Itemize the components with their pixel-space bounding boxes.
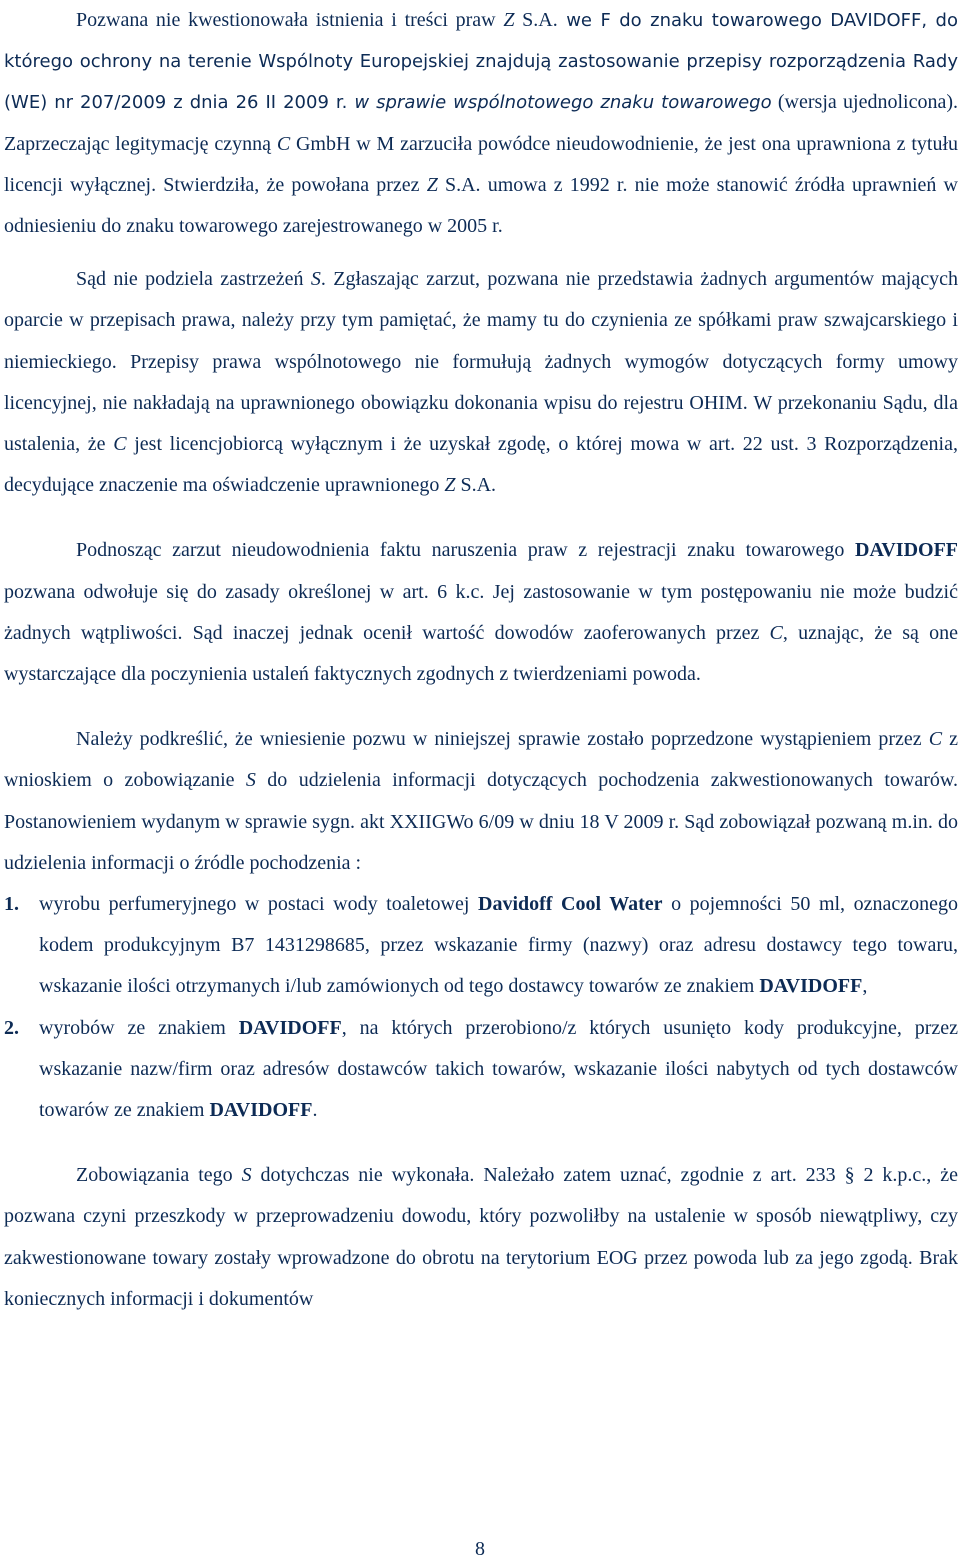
- numbered-list: [4, 884, 958, 1131]
- trademark-name: DAVIDOFF: [830, 10, 922, 31]
- text-run: .: [312, 1099, 318, 1122]
- paragraph-1: [4, 0, 958, 247]
- list-item: [4, 1008, 958, 1132]
- text-run: o pojemności 50 ml, oznaczonego kodem produkcyjnym B7 1431298685, przez wskazanie firmy (nazwy) oraz adresu dostawcy tego towaru, wskazanie ilości otrzymanych i/lub zamówionych od tego dostawcy towarów ze znakiem: [39, 893, 958, 998]
- list-item-text: [39, 1008, 958, 1132]
- paragraph-3: [4, 530, 958, 695]
- text-run: Pozwana nie kwestionowała istnienia i treści praw: [76, 9, 504, 31]
- text-run: GmbH w M zarzuciła powódce nieudowodnienie, że jest ona uprawniona z tytułu licencji wyłącznej. Stwierdziła, że powołana przez: [4, 132, 959, 196]
- text-run: we F do znaku towarowego: [557, 10, 831, 31]
- party-name-s: S: [310, 268, 321, 291]
- text-run: dotychczas nie wykonała. Należało zatem uznać, zgodnie z art. 233 § 2 k.p.c., że pozwana czyni przeszkody w przeprowadzeniu dowodu, który pozwoliłby na ustalenie w sposób niewątpliwy, czy zakwestionowane towary zostały wprowadzone do obrotu na terytorium EOG przez powoda lub za jego zgodą. Brak koniecznych informacji i dokumentów: [4, 1164, 958, 1310]
- text-run: . Zgłaszając zarzut, pozwana nie przedstawia żadnych argumentów mających oparcie w przepisach prawa, należy przy tym pamiętać, że mamy tu do czynienia ze spółkami praw szwajcarskiego i niemieckiego. Przepisy prawa wspólnotowego nie formułują żadnych wymogów dotyczących formy umowy licencyjnej, nie nakładają na uprawnionego obowiązku dokonania wpisu do rejestru OHIM. W przekonaniu Sądu, dla ustalenia, że: [4, 268, 958, 456]
- trademark-name: DAVIDOFF: [759, 975, 863, 998]
- text-run: S.A. umowa z 1992 r. nie może stanowić źródła uprawnień w odniesieniu do znaku towarowego zarejestrowanego w 2005 r.: [4, 173, 958, 238]
- paragraph-4: [4, 719, 958, 884]
- list-item-text: [39, 884, 958, 1008]
- text-run: (wersja ujednolicona). Zaprzeczając legitymację czynną: [4, 91, 958, 155]
- text-run: jest licencjobiorcą wyłącznym i że uzyskał zgodę, o której mowa w art. 22 ust. 3 Rozporządzenia, decydujące znaczenie ma oświadczenie uprawnionego: [4, 433, 958, 497]
- text-run: Należy podkreślić, że wniesienie pozwu w niniejszej sprawie zostało poprzedzone wystąpieniem przez: [76, 728, 929, 751]
- list-item: [4, 884, 958, 1008]
- text-run: pozwana odwołuje się do zasady określonej w art. 6 k.c. Jej zastosowanie w tym postępowaniu nie może budzić żadnych wątpliwości. Sąd inaczej jednak ocenił wartość dowodów zaoferowanych przez: [4, 580, 958, 644]
- party-name-s: S: [241, 1164, 252, 1187]
- text-run: ,: [862, 975, 868, 998]
- text-run: S.A.: [455, 474, 497, 497]
- party-name-c: C: [276, 132, 291, 155]
- text-run: , do którego ochrony na terenie Wspólnoty Europejskiej znajdują zastosowanie przepisy rozporządzenia Rady (WE) nr 207/2009 z dnia 26 II 2009 r.: [4, 10, 958, 114]
- party-name-c: C: [769, 621, 783, 644]
- regulation-title: w sprawie wspólnotowego znaku towarowego: [354, 92, 772, 114]
- trademark-name: DAVIDOFF: [855, 539, 958, 562]
- product-name: Davidoff Cool Water: [478, 893, 663, 916]
- text-run: Podnosząc zarzut nieudowodnienia faktu naruszenia praw z rejestracji znaku towarowego: [76, 539, 856, 562]
- text-run: , na których przerobiono/z których usunięto kody produkcyjne, przez wskazanie nazw/firm oraz adresów dostawców takich towarów, wskazanie ilości nabytych od tych dostawców towarów ze znakiem: [39, 1016, 959, 1122]
- party-name-z: Z: [503, 9, 515, 31]
- text-run: z wnioskiem o zobowiązanie: [4, 728, 958, 792]
- party-name-z: Z: [426, 173, 438, 196]
- party-name-c: C: [928, 728, 943, 751]
- list-number: 2.: [4, 1016, 19, 1039]
- text-run: do udzielenia informacji dotyczących pochodzenia zakwestionowanych towarów. Postanowieniem wydanym w sprawie sygn. akt XXIIGWo 6/09 w dniu 18 V 2009 r. Sąd zobowiązał pozwaną m.in. do udzielenia informacji o źródle pochodzenia :: [4, 769, 958, 874]
- text-run: S.A.: [514, 9, 558, 31]
- paragraph-5: [4, 1155, 958, 1320]
- party-name-z: Z: [444, 474, 456, 497]
- paragraph-2: [4, 259, 958, 506]
- list-number: 1.: [4, 893, 19, 916]
- trademark-name: DAVIDOFF: [238, 1016, 342, 1039]
- party-name-s: S: [245, 769, 256, 792]
- text-run: Sąd nie podziela zastrzeżeń: [76, 268, 311, 291]
- text-run: wyrobu perfumeryjnego w postaci wody toaletowej: [39, 893, 478, 916]
- page-number: 8: [475, 1538, 485, 1560]
- text-run: , uznając, że są one wystarczające dla poczynienia ustaleń faktycznych zgodnych z twierdzeniami powoda.: [4, 621, 958, 686]
- text-run: wyrobów ze znakiem: [39, 1016, 239, 1039]
- document-page: [4, 0, 958, 1320]
- text-run: Zobowiązania tego: [76, 1164, 242, 1187]
- trademark-name: DAVIDOFF: [209, 1099, 313, 1122]
- party-name-c: C: [113, 433, 127, 456]
